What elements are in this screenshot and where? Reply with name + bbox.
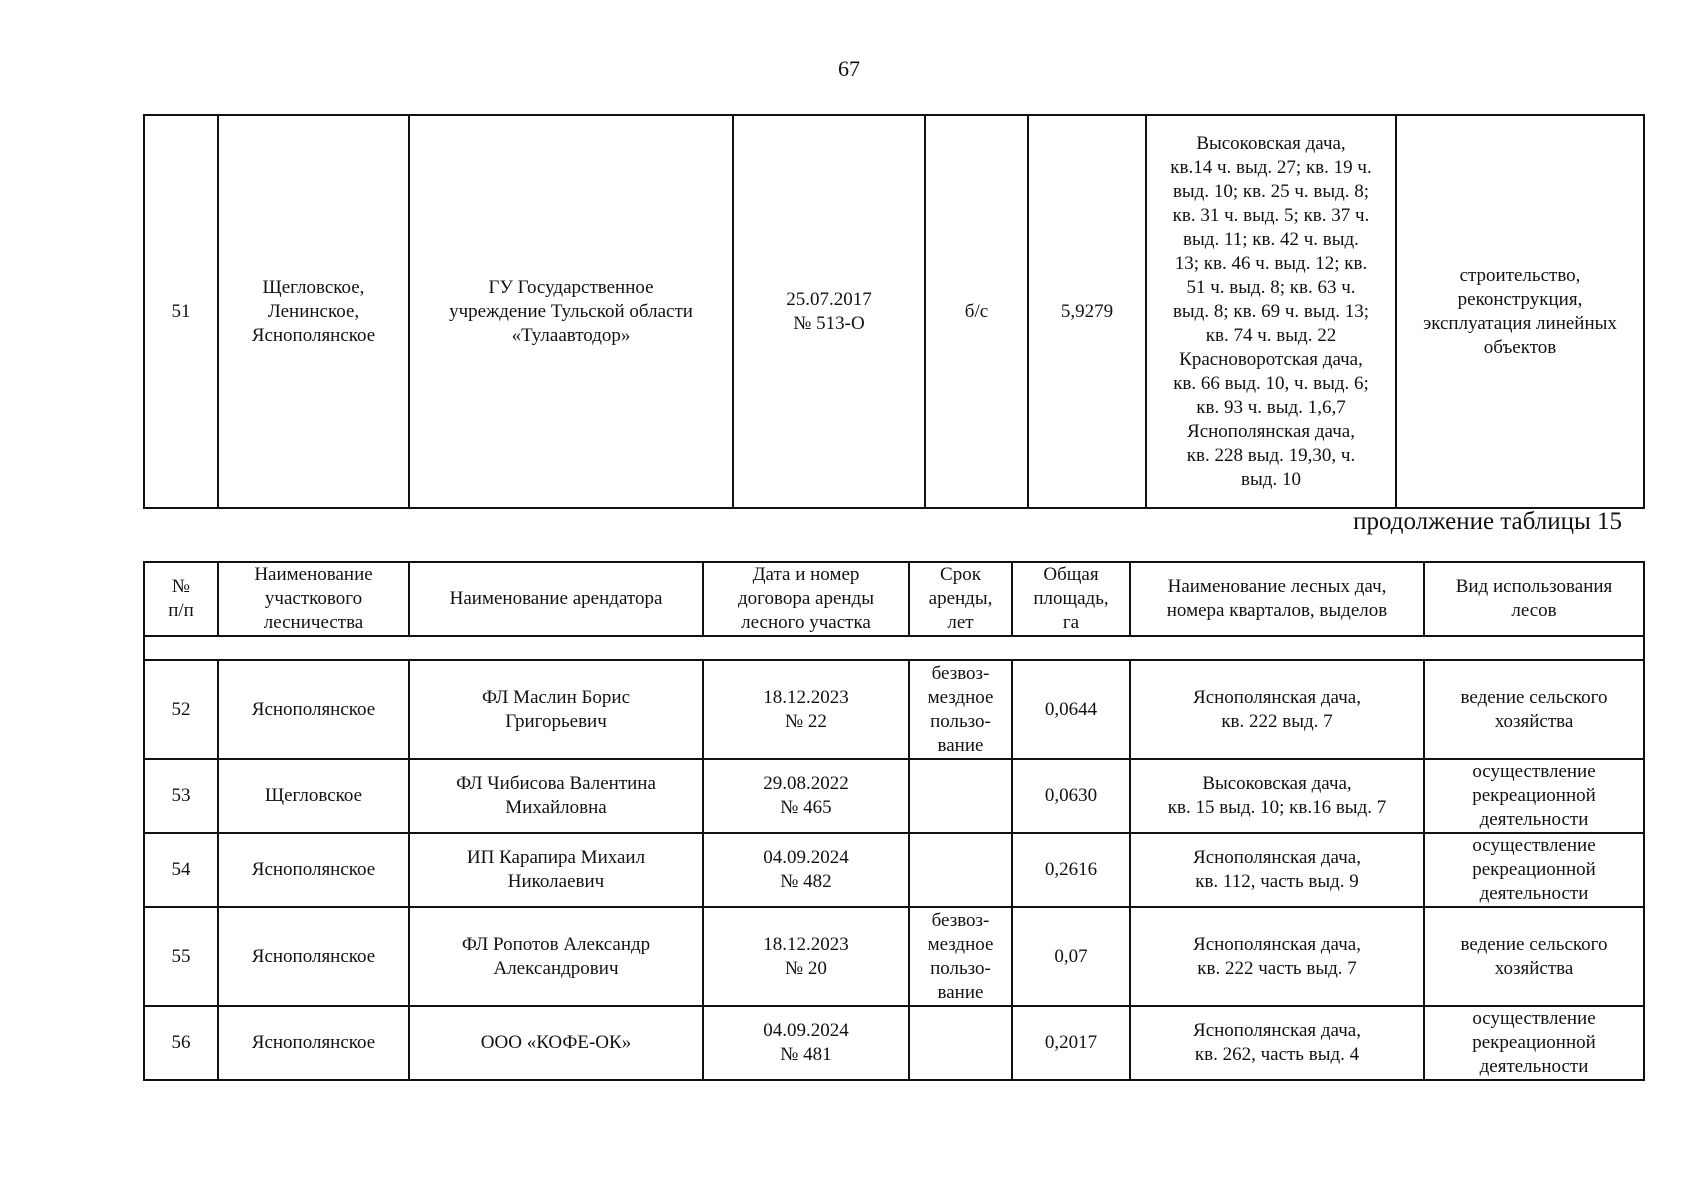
usage-cell [1424,1006,1644,1080]
cell-text-line: хозяйства [1494,957,1574,979]
table-row [144,833,1644,907]
cell-text-line: 04.09.2024 [763,1020,849,1041]
forestry-cell [218,115,409,508]
cell-text-line: пользо- [930,957,991,979]
usage-cell [1424,660,1644,759]
cell-text-line: выд. 11; кв. 42 ч. выд. [1183,228,1359,250]
cell-text-line: деятельности [1479,1056,1589,1077]
cell-text-line: осуществление [1472,761,1596,782]
cell-text-line: № 481 [780,1044,832,1065]
contract-cell [703,907,909,1006]
cell-text-line: пользо- [930,710,991,732]
table-row [144,759,1644,833]
term-cell [909,759,1012,833]
forestry-cell [218,907,409,1006]
cell-text-line: Дата и номер [752,564,860,585]
table-row [144,1006,1644,1080]
cell-text-line: Яснополянское [251,859,376,880]
cell-text-line: Яснополянская дача, [1193,933,1361,955]
cell-text-line: Михайловна [505,797,607,818]
cell-text-line: выд. 8; кв. 69 ч. выд. 13; [1172,300,1370,322]
cell-text-line: объектов [1483,336,1557,358]
header-term [909,562,1012,636]
cell-text-line: Щегловское [264,785,363,806]
location-cell [1130,759,1424,833]
location-cell [1146,115,1396,508]
cell-text-line: Яснополянское [251,945,376,967]
cell-text-line: 18.12.2023 [763,933,849,955]
table-header-row [144,562,1644,636]
cell-text-line: безвоз- [931,662,990,684]
cell-text-line: Высоковская дача, [1202,773,1352,794]
usage-cell [1424,907,1644,1006]
cell-text-line: учреждение Тульской области [449,300,693,322]
cell-text-line: рекреационной [1472,785,1596,806]
forestry-cell [218,759,409,833]
tenant-cell [409,115,733,508]
cell-text-line: мездное [927,686,994,708]
cell-text-line: кв. 228 выд. 19,30, ч. [1186,444,1356,466]
table-row [144,660,1644,759]
cell-text-line: п/п [168,600,194,621]
cell-text-line: кв. 66 выд. 10, ч. выд. 6; [1173,372,1369,394]
cell-text-line: Яснополянская дача, [1193,847,1361,868]
cell-text-line: ООО «КОФЕ-ОК» [480,1032,632,1053]
cell-text-line: ФЛ Маслин Борис [481,686,631,708]
cell-text-line: кв. 222 выд. 7 [1221,710,1333,732]
forestry-cell [218,1006,409,1080]
num-cell: 55 [144,907,218,1006]
cell-text-line: участкового [264,588,363,609]
location-cell [1130,1006,1424,1080]
lease-table-top-fragment [143,114,1645,509]
cell-text-line: Общая [1043,564,1099,585]
cell-text-line: Александрович [493,957,619,979]
page-number: 67 [838,56,860,81]
cell-text-line: Высоковская дача, [1196,132,1346,154]
cell-text-line: га [1062,612,1080,633]
cell-text-line: вание [937,734,984,756]
cell-text-line: кв. 222 часть выд. 7 [1197,957,1357,979]
cell-text-line: кв. 93 ч. выд. 1,6,7 [1196,396,1346,418]
cell-text-line: мездное [927,933,994,955]
usage-cell [1424,833,1644,907]
cell-text-line: выд. 10; кв. 25 ч. выд. 8; [1172,180,1370,202]
contract-cell [703,660,909,759]
cell-text-line: осуществление [1472,1008,1596,1029]
cell-text-line: кв. 262, часть выд. 4 [1194,1044,1360,1065]
location-cell [1130,907,1424,1006]
cell-text-line: лесного участка [741,612,871,633]
row-number-cell: 51 [144,115,218,508]
table-row [144,115,1644,508]
cell-text-line: 25.07.2017 [786,288,872,310]
term-cell [909,1006,1012,1080]
spacer-cell [144,636,1644,660]
contract-cell [733,115,925,508]
term-cell [909,833,1012,907]
cell-text-line: ведение сельского [1460,933,1608,955]
num-cell: 56 [144,1006,218,1080]
num-cell: 54 [144,833,218,907]
table-spacer-row [144,636,1644,660]
cell-text-line: Яснополянское [251,324,376,346]
area-cell: 0,2017 [1012,1006,1130,1080]
header-area [1012,562,1130,636]
location-cell [1130,660,1424,759]
cell-text-line: Вид использования [1455,576,1613,597]
cell-text-line: хозяйства [1494,710,1574,732]
cell-text-line: Николаевич [507,871,605,892]
cell-text-line: № 482 [780,871,832,892]
cell-text-line: 51 ч. выд. 8; кв. 63 ч. [1186,276,1356,298]
cell-text-line: № [171,576,191,597]
table-body [144,636,1644,1080]
term-cell [909,660,1012,759]
cell-text-line: Яснополянская дача, [1193,686,1361,708]
area-cell: 0,0644 [1012,660,1130,759]
cell-text-line: ФЛ Ропотов Александр [461,933,651,955]
cell-text-line: безвоз- [931,909,990,931]
cell-text-line: 18.12.2023 [763,686,849,708]
cell-text-line: Красноворотская дача, [1179,348,1363,370]
cell-text-line: вание [937,981,984,1003]
cell-text-line: выд. 10 [1241,468,1301,490]
cell-text-line: лет [947,612,974,633]
cell-text-line: ФЛ Чибисова Валентина [456,773,656,794]
cell-text-line: деятельности [1479,883,1589,904]
cell-text-line: рекреационной [1472,859,1596,880]
cell-text-line: кв. 31 ч. выд. 5; кв. 37 ч. [1172,204,1370,226]
cell-text-line: Яснополянское [251,1032,376,1053]
cell-text-line: аренды, [928,588,993,609]
header-forestry [218,562,409,636]
cell-text-line: Яснополянская дача, [1187,420,1355,442]
cell-text-line: ГУ Государственное [488,276,654,298]
cell-text-line: № 513-О [793,312,865,334]
cell-text-line: кв. 15 выд. 10; кв.16 выд. 7 [1167,797,1387,818]
contract-cell [703,1006,909,1080]
cell-text-line: 13; кв. 46 ч. выд. 12; кв. [1174,252,1368,274]
cell-text-line: кв.14 ч. выд. 27; кв. 19 ч. [1170,156,1372,178]
cell-text-line: кв. 74 ч. выд. 22 [1205,324,1337,346]
forestry-cell [218,833,409,907]
header-location [1130,562,1424,636]
cell-text-line: лесов [1511,600,1557,621]
cell-text-line: № 20 [785,957,827,979]
header-usage [1424,562,1644,636]
header-num [144,562,218,636]
cell-text-line: № 465 [780,797,832,818]
header-contract [703,562,909,636]
usage-cell [1396,115,1644,508]
cell-text-line: ведение сельского [1460,686,1608,708]
header-tenant [409,562,703,636]
cell-text-line: Срок [940,564,981,585]
term-cell [909,907,1012,1006]
term-cell: б/с [925,115,1028,508]
contract-cell [703,833,909,907]
forestry-cell [218,660,409,759]
continuation-label: продолжение таблицы 15 [1353,508,1622,535]
area-cell: 0,07 [1012,907,1130,1006]
contract-cell [703,759,909,833]
cell-text-line: эксплуатация линейных [1423,312,1617,334]
area-cell: 5,9279 [1028,115,1146,508]
cell-text-line: Наименование лесных дач, [1167,576,1387,597]
area-cell: 0,2616 [1012,833,1130,907]
cell-text-line: Ленинское, [267,300,360,322]
cell-text-line: Щегловское, [262,276,365,298]
cell-text-line: строительство, [1459,264,1581,286]
cell-text-line: 04.09.2024 [763,847,849,868]
cell-text-line: 29.08.2022 [763,773,849,794]
lease-table [143,561,1645,1081]
cell-text-line: Наименование арендатора [449,588,663,609]
num-cell: 52 [144,660,218,759]
cell-text-line: площадь, [1033,588,1109,609]
table-row [144,907,1644,1006]
cell-text-line: осуществление [1472,835,1596,856]
tenant-cell [409,833,703,907]
cell-text-line: «Тулаавтодор» [511,324,631,346]
cell-text-line: договора аренды [738,588,874,609]
cell-text-line: кв. 112, часть выд. 9 [1195,871,1359,892]
cell-text-line: ИП Карапира Михаил [466,847,646,868]
cell-text-line: Григорьевич [505,710,607,732]
tenant-cell [409,1006,703,1080]
tenant-cell [409,907,703,1006]
cell-text-line: Наименование [254,564,373,585]
cell-text-line: № 22 [785,710,827,732]
area-cell: 0,0630 [1012,759,1130,833]
num-cell: 53 [144,759,218,833]
cell-text-line: Яснополянское [251,698,376,720]
cell-text-line: лесничества [263,612,364,633]
usage-cell [1424,759,1644,833]
cell-text-line: номера кварталов, выделов [1166,600,1388,621]
cell-text-line: реконструкция, [1457,288,1583,310]
cell-text-line: деятельности [1479,809,1589,830]
location-cell [1130,833,1424,907]
cell-text-line: Яснополянская дача, [1193,1020,1361,1041]
tenant-cell [409,660,703,759]
cell-text-line: рекреационной [1472,1032,1596,1053]
tenant-cell [409,759,703,833]
